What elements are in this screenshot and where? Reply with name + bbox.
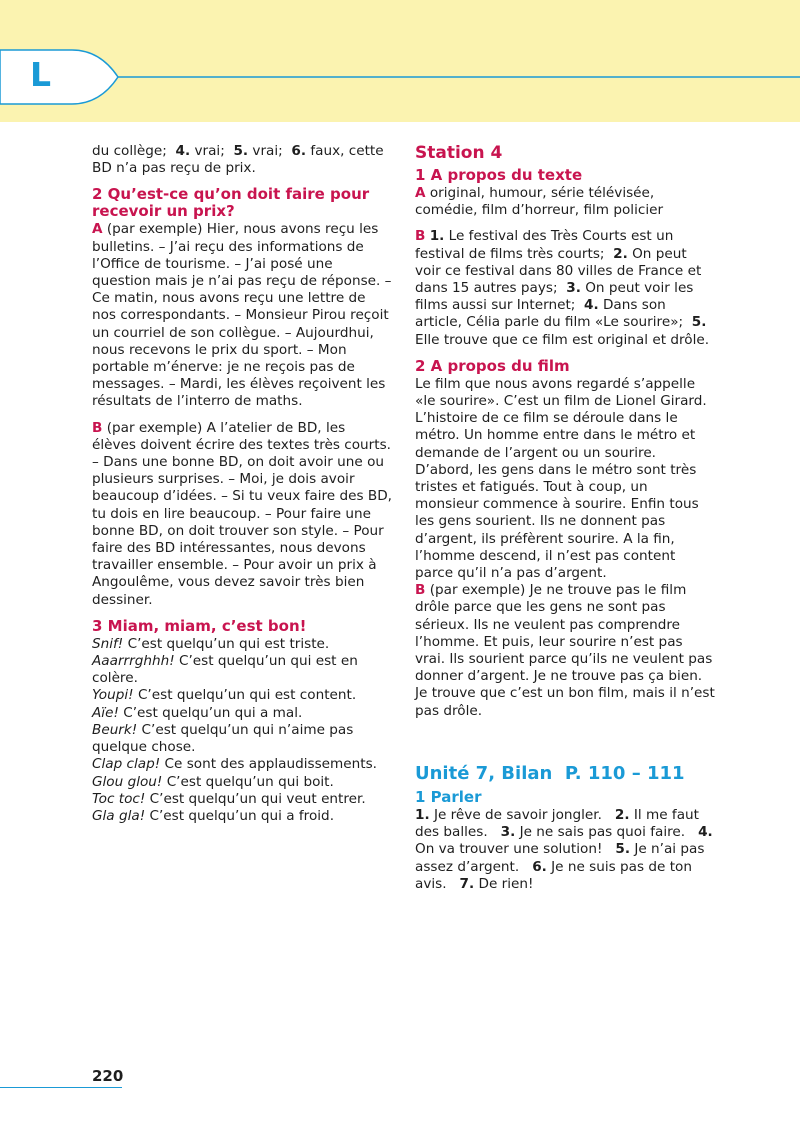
list-item: Toc toc! C’est quelqu’un qui veut entrer. bbox=[92, 790, 366, 807]
chapter-letter: L bbox=[30, 55, 52, 94]
section-2-heading: 2 Qu’est-ce qu’on doit faire pour recevoir un prix? bbox=[92, 185, 370, 221]
section-3-heading: 3 Miam, miam, c’est bon! bbox=[92, 616, 307, 635]
station-section-2-heading: 2 A propos du film bbox=[415, 356, 570, 375]
station-section-1-heading: 1 A propos du texte bbox=[415, 166, 583, 184]
list-item: Glou glou! C’est quelqu’un qui boit. bbox=[92, 773, 334, 790]
footer-rule bbox=[0, 1087, 122, 1088]
station-heading: Station 4 bbox=[415, 143, 503, 163]
station-section-1-a: A original, humour, série télévisée, comédie, film d’horreur, film policier bbox=[415, 185, 664, 219]
section-2-b: B (par exemple) A l’atelier de BD, les élèves doivent écrire des textes très courts. – Dans une bonne BD, on doit avoir une ou plusieurs surprises. – Moi, je dois avoir beaucoup d’idées. – Si tu veux faire des BD, tu dois en lire beaucoup. – Pour faire une bonne BD, on doit trouver son style. – Pour faire des BD intéressantes, nous devons travailler ensemble. – Pour avoir un prix à Angoulême, vous devez savoir très bien dessiner. bbox=[92, 419, 392, 608]
left-column bbox=[92, 143, 392, 825]
station-section-2-text: Le film que nous avons regardé s’appelle «le sourire». C’est un film de Lionel Girard. L’histoire de ce film se déroule dans le métro. Un homme entre dans le métro et demande de l’argent ou un sourire. D’abord, les gens dans le métro sont très tristes et fatigués. Tout à coup, un monsieur commence à sourire. Enfin tous les gens sourient. Ils ne donnent pas d’argent, ils préfèrent sourire. A la fin, l’homme descend, il n’est pas content parce qu’il n’a pas d’argent. bbox=[415, 375, 707, 582]
list-item: Snif! C’est quelqu’un qui est triste. bbox=[92, 635, 330, 652]
list-item: Gla gla! C’est quelqu’un qui a froid. bbox=[92, 807, 335, 824]
list-item: Aïe! C’est quelqu’un qui a mal. bbox=[92, 704, 303, 721]
page-number: 220 bbox=[92, 1067, 124, 1085]
intro-paragraph: du collège; 4. vrai; 5. vrai; 6. faux, cette BD n’a pas reçu de prix. bbox=[92, 143, 384, 177]
spacer bbox=[415, 729, 715, 763]
section-2-a: A (par exemple) Hier, nous avons reçu les bulletins. – J’ai reçu des informations de l’Office de tourisme. – J’ai posé une question mais je n’ai pas reçu de réponse. – Ce matin, nous avons reçu une lettre de nos correspondants. – Monsieur Pirou reçoit un courriel de son collègue. – Aujourdhui, nous recevons le prix du sport. – Mon portable m’énerve: je ne reçois pas de messages. – Mardi, les élèves reçoivent les résultats de l’interro de maths. bbox=[92, 221, 392, 410]
unit-section-1-heading: 1 Parler bbox=[415, 787, 482, 806]
station-section-2-b: B (par exemple) Je ne trouve pas le film drôle parce que les gens ne sont pas sérieux. Ils ne veulent pas comprendre l’homme. Et puis, leur sourire n’est pas vrai. Ils sourient parce qu’ils ne veulent pas donner d’argent. Je ne trouve pas ça bien. Je trouve que c’est un bon film, mais il n’est pas drôle. bbox=[415, 582, 715, 719]
right-column bbox=[415, 143, 715, 902]
list-item: Clap clap! Ce sont des applaudissements. bbox=[92, 756, 377, 773]
list-item: Youpi! C’est quelqu’un qui est content. bbox=[92, 687, 357, 704]
section-3-list bbox=[92, 636, 392, 825]
chapter-tab-shape bbox=[0, 48, 800, 108]
list-item: Aaarrrghhh! C’est quelqu’un qui est en colère. bbox=[92, 653, 358, 687]
unit-heading: Unité 7, Bilan P. 110 – 111 bbox=[415, 762, 685, 784]
unit-section-1-text: 1. Je rêve de savoir jongler. 2. Il me faut des balles. 3. Je ne sais pas quoi faire. 4. On va trouver une solution! 5. Je n’ai pas assez d’argent. 6. Je ne suis pas de ton avis. 7. De rien! bbox=[415, 806, 713, 892]
list-item: Beurk! C’est quelqu’un qui n’aime pas quelque chose. bbox=[92, 721, 354, 756]
station-section-1-b: B 1. Le festival des Très Courts est un festival de films très courts; 2. On peut voir ce festival dans 80 villes de France et dans 15 autres pays; 3. On peut voir les films aussi sur Internet; 4. Dans son article, Célia parle du film «Le sourire»; 5. Elle trouve que ce film est original et drôle. bbox=[415, 228, 710, 348]
